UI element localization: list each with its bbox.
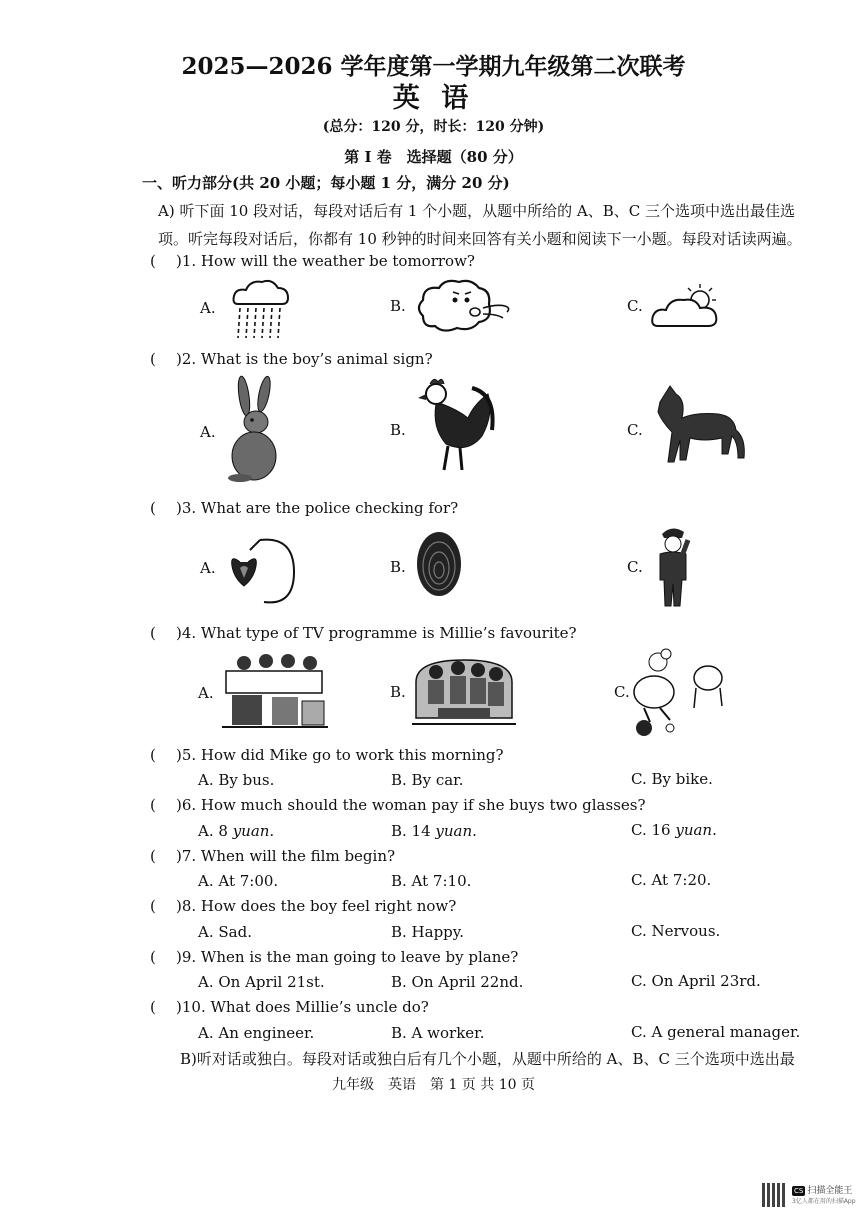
- question-text: )3. What are the police checking for?: [176, 499, 459, 517]
- answer-paren: (: [150, 499, 156, 517]
- option-a: A. Sad.: [198, 923, 252, 941]
- question-text: )1. How will the weather be tomorrow?: [176, 252, 475, 270]
- police-officer-icon: [652, 524, 692, 608]
- rabbit-icon: [220, 374, 286, 482]
- necklace-icon: [220, 526, 300, 606]
- option-c: C. By bike.: [631, 770, 713, 788]
- option-b: B. On April 22nd.: [391, 973, 524, 991]
- option-b: B.: [390, 683, 406, 701]
- question-text: )4. What type of TV programme is Millie’s favourite?: [176, 624, 577, 642]
- question-text: )10. What does Millie’s uncle do?: [176, 998, 429, 1016]
- option-c: C.: [627, 421, 643, 439]
- option-b: B. 14 yuan.: [391, 822, 477, 840]
- option-a: A. 8 yuan.: [198, 822, 275, 840]
- rain-cloud-icon: [228, 276, 294, 340]
- question-text: )6. How much should the woman pay if she buys two glasses?: [176, 796, 646, 814]
- option-c: C. On April 23rd.: [631, 972, 761, 990]
- option-a: A. At 7:00.: [198, 872, 279, 890]
- option-a: A.: [198, 684, 214, 702]
- scanner-sub: 3亿人都在用的扫描App: [792, 1198, 856, 1205]
- game-show-icon: [222, 651, 328, 729]
- rooster-icon: [412, 374, 496, 476]
- question-text: )8. How does the boy feel right now?: [176, 897, 457, 915]
- option-b: B. Happy.: [391, 923, 465, 941]
- option-c: C. Nervous.: [631, 922, 721, 940]
- option-b: B. At 7:10.: [391, 872, 472, 890]
- instruction-a: A) 听下面 10 段对话，每段对话后有 1 个小题，从题中所给的 A、B、C 三个选项中选出最佳选项。听完每段对话后，你都有 10 秒钟的时间来回答有关小题和阅读下一小题。每段对话读两遍。: [158, 202, 802, 248]
- scanner-badge: CS: [794, 1187, 804, 1195]
- answer-paren: (: [150, 998, 156, 1016]
- option-a: A. By bus.: [198, 771, 275, 789]
- option-a: A. On April 21st.: [198, 973, 325, 991]
- sun-cloud-icon: [650, 282, 724, 330]
- windy-cloud-icon: [413, 276, 513, 336]
- option-a: A. An engineer.: [198, 1024, 315, 1042]
- option-c: C.: [627, 297, 643, 315]
- scanner-label: 扫描全能王: [807, 1186, 853, 1196]
- qr-code-icon: [762, 1183, 786, 1207]
- cartoon-icon: [630, 648, 728, 738]
- answer-paren: (: [150, 897, 156, 915]
- option-b: B. By car.: [391, 771, 464, 789]
- answer-paren: (: [150, 948, 156, 966]
- question-text: )9. When is the man going to leave by plane?: [176, 948, 519, 966]
- option-b: B.: [390, 421, 406, 439]
- score-info: (总分：120 分，时长：120 分钟): [322, 119, 545, 135]
- answer-paren: (: [150, 350, 156, 368]
- exam-title: 2025—2026 学年度第一学期九年级第二次联考: [181, 53, 686, 80]
- section-title: 一、听力部分(共 20 小题；每小题 1 分，满分 20 分): [142, 174, 510, 192]
- answer-paren: (: [150, 252, 156, 270]
- answer-paren: (: [150, 624, 156, 642]
- option-c: C. At 7:20.: [631, 871, 712, 889]
- option-a: A.: [200, 423, 216, 441]
- option-a: A.: [200, 559, 216, 577]
- talk-show-icon: [412, 652, 516, 728]
- option-c: C. A general manager.: [631, 1023, 801, 1041]
- fingerprint-icon: [413, 528, 465, 600]
- question-text: )7. When will the film begin?: [176, 847, 396, 865]
- option-c: C. 16 yuan.: [631, 821, 717, 839]
- option-b: B.: [390, 558, 406, 576]
- option-b: B.: [390, 297, 406, 315]
- page-footer: 九年级 英语 第 1 页 共 10 页: [332, 1077, 535, 1093]
- question-text: )5. How did Mike go to work this morning?: [176, 746, 504, 764]
- subject-title: 英 语: [392, 83, 475, 114]
- part-title: 第 I 卷 选择题（80 分）: [344, 148, 523, 166]
- question-text: )2. What is the boy’s animal sign?: [176, 350, 433, 368]
- scanner-watermark: [792, 1183, 856, 1205]
- answer-paren: (: [150, 746, 156, 764]
- option-a: A.: [200, 299, 216, 317]
- answer-paren: (: [150, 847, 156, 865]
- horse-icon: [652, 382, 748, 468]
- option-b: B. A worker.: [391, 1024, 485, 1042]
- option-c: C.: [627, 558, 643, 576]
- instruction-b: B)听对话或独白。每段对话或独白后有几个小题，从题中所给的 A、B、C 三个选项中选出最: [180, 1050, 795, 1068]
- option-c: C.: [614, 683, 630, 701]
- answer-paren: (: [150, 796, 156, 814]
